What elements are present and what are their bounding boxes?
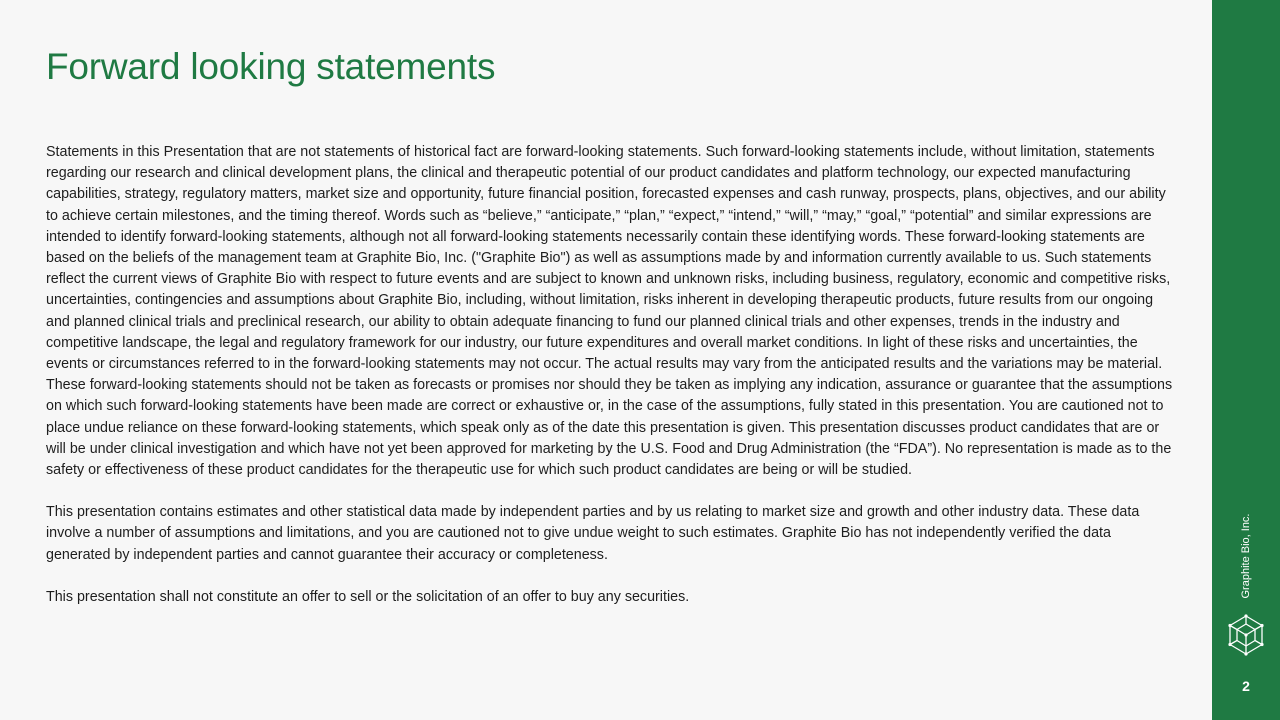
company-name: Graphite Bio, Inc. [1240, 513, 1252, 599]
disclaimer-body [46, 142, 1174, 629]
paragraph-forward-looking: Statements in this Presentation that are not statements of historical fact are forward-looking statements. Such forward-looking statements include, without limitation, statements regarding our research and clinical development plans, the clinical and therapeutic potential of our product candidates and platform technology, our expected manufacturing capabilities, strategy, regulatory matters, market size and opportunity, future financial position, forecasted expenses and cash runway, prospects, plans, objectives, and our ability to achieve certain milestones, and the timing thereof. Words such as “believe,” “anticipate,” “plan,” “expect,” “intend,” “will,” “may,” “goal,” “potential” and similar expressions are intended to identify forward-looking statements, although not all forward-looking statements necessarily contain these identifying words. These forward-looking statements are based on the beliefs of the management team at Graphite Bio, Inc. ("Graphite Bio") as well as assumptions made by and information currently available to us. Such statements reflect the current views of Graphite Bio with respect to future events and are subject to known and unknown risks, including business, regulatory, economic and competitive risks, uncertainties, contingencies and assumptions about Graphite Bio, including, without limitation, risks inherent in developing therapeutic products, future results from our ongoing and planned clinical trials and preclinical research, our ability to obtain adequate financing to fund our planned clinical trials and other expenses, trends in the industry and competitive landscape, the legal and regulatory framework for our industry, our future expenditures and overall market conditions. In light of these risks and uncertainties, the events or circumstances referred to in the forward-looking statements may not occur. The actual results may vary from the anticipated results and the variations may be material. These forward-looking statements should not be taken as forecasts or promises nor should they be taken as implying any indication, assurance or guarantee that the assumptions on which such forward-looking statements have been made are correct or exhaustive or, in the case of the assumptions, fully stated in this presentation. You are cautioned not to place undue reliance on these forward-looking statements, which speak only as of the date this presentation is given. This presentation discusses product candidates that are or will be under clinical investigation and which have not yet been approved for marketing by the U.S. Food and Drug Administration (the “FDA”). No representation is made as to the safety or effectiveness of these product candidates for the therapeutic use for which such product candidates are being or will be studied. [46, 144, 1173, 479]
logo-icon [1227, 614, 1265, 656]
paragraph-estimates: This presentation contains estimates and other statistical data made by independent parties and by us relating to market size and growth and other industry data. These data involve a number of assumptions and limitations, and you are cautioned not to give undue weight to such estimates. Graphite Bio has not independently verified the data generated by independent parties and cannot guarantee their accuracy or completeness. [46, 504, 1140, 563]
paragraph-no-offer: This presentation shall not constitute an offer to sell or the solicitation of an offer to buy any securities. [46, 588, 690, 605]
sidebar [1212, 0, 1280, 720]
page-title: Forward looking statements [46, 46, 496, 87]
page-number: 2 [1242, 678, 1250, 694]
